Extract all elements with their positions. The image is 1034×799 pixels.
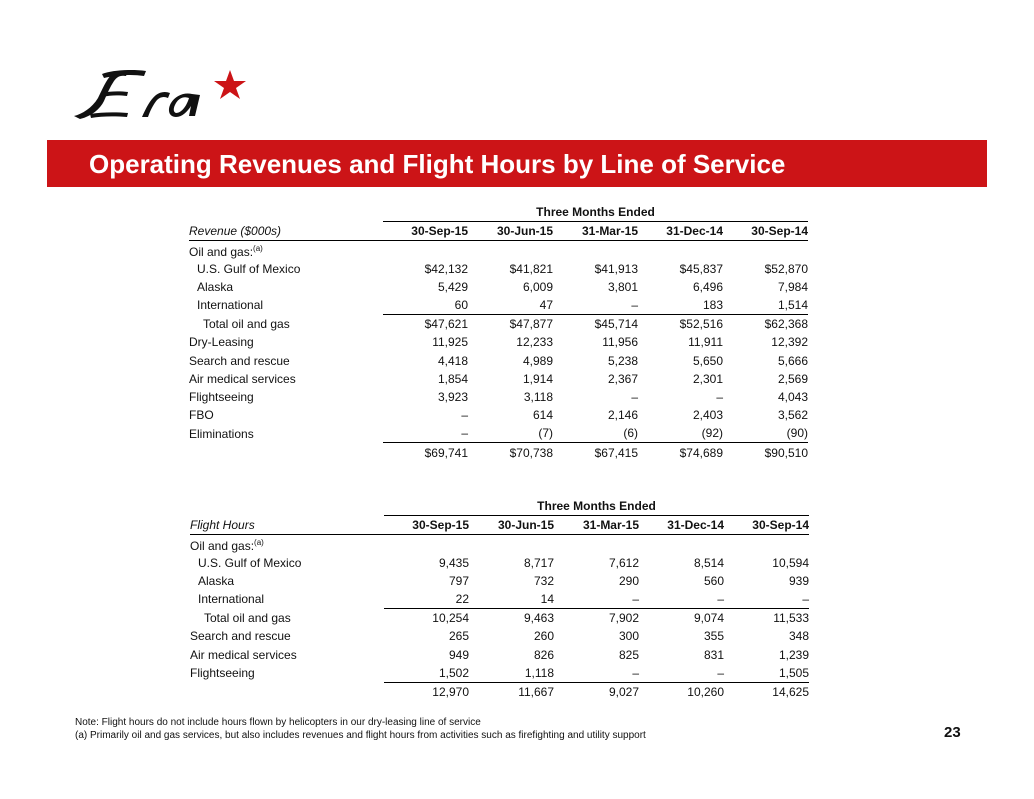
group-header: Three Months Ended [383, 203, 808, 222]
column-header-row [189, 222, 808, 241]
row-value: 5,238 [607, 353, 638, 368]
section-row [190, 535, 809, 554]
table-label-header: Flight Hours [190, 516, 384, 535]
row-value: (92) [638, 424, 723, 443]
revenue-table [189, 203, 808, 462]
column-header: 31-Mar-15 [554, 516, 639, 535]
row-value: 1,514 [723, 296, 808, 315]
row-value: 290 [618, 573, 639, 588]
row-value: 949 [448, 647, 469, 662]
row-value: 60 [383, 296, 468, 315]
row-label: Flightseeing [190, 666, 255, 681]
row-value: – [639, 590, 724, 609]
row-value: 11,911 [688, 335, 723, 350]
row-label: Alaska [198, 573, 235, 588]
row-value: 10,594 [772, 555, 809, 570]
row-value: (90) [723, 424, 808, 443]
table-row [189, 388, 808, 406]
group-header: Three Months Ended [384, 497, 809, 516]
total-cell: 14,625 [772, 684, 809, 699]
row-value: 939 [788, 573, 809, 588]
section-label: Oil and gas:$^{(a)}$ [189, 243, 263, 259]
row-label: Total oil and gas [203, 316, 290, 331]
row-value: 12,233 [516, 335, 553, 350]
row-value: $52,870 [764, 261, 808, 276]
row-value: 8,514 [693, 555, 724, 570]
total-cell: $70,738 [509, 445, 553, 460]
row-value: 11,956 [602, 335, 638, 350]
row-value: 2,403 [692, 408, 723, 423]
row-value: – [461, 408, 468, 423]
row-value: 1,914 [522, 371, 553, 386]
row-value: 355 [703, 629, 724, 644]
total-cell: 9,027 [608, 684, 639, 699]
row-value: 11,533 [773, 611, 809, 626]
row-value: 2,569 [777, 371, 808, 386]
table-row [190, 572, 809, 590]
row-value: 825 [618, 647, 639, 662]
row-value: 6,496 [692, 279, 723, 294]
row-value: 2,146 [607, 408, 638, 423]
page-number: 23 [944, 724, 961, 741]
table-row [189, 370, 808, 388]
row-value: 7,612 [608, 555, 639, 570]
footnote-marker: (a) [254, 537, 264, 547]
flight-hours-rows [190, 554, 809, 683]
row-value: 614 [532, 408, 553, 423]
row-label: Total oil and gas [204, 610, 291, 625]
row-value: 10,254 [432, 611, 469, 626]
table-row [190, 590, 809, 609]
table-row [189, 333, 808, 351]
row-value: 7,902 [608, 611, 639, 626]
column-header: 30-Sep-15 [383, 222, 468, 241]
revenue-rows [189, 260, 808, 443]
row-value: 1,239 [778, 647, 809, 662]
row-value: 6,009 [522, 279, 553, 294]
column-header-row [190, 516, 809, 535]
row-value: 260 [533, 629, 554, 644]
total-cell: $90,510 [764, 445, 808, 460]
table-row [189, 352, 808, 370]
row-label: International [198, 592, 265, 607]
row-value: 47 [468, 296, 553, 315]
column-header: 30-Sep-14 [723, 222, 808, 241]
row-value: 4,043 [777, 389, 808, 404]
row-value: $42,132 [424, 261, 468, 276]
row-value: $47,621 [424, 317, 468, 332]
era-logo [72, 68, 262, 120]
table-row [190, 664, 809, 683]
note-oil-gas: (a) Primarily oil and gas services, but also includes revenues and flight hours from activities such as firefighting and utility support [75, 730, 646, 741]
footnote-marker: (a) [253, 243, 263, 253]
row-value: 4,989 [522, 353, 553, 368]
row-value: (6) [553, 424, 638, 443]
row-value: – [553, 296, 638, 315]
row-value: $62,368 [764, 317, 808, 332]
section-label: Oil and gas:$^{(a)}$ [190, 537, 264, 553]
total-cell: 10,260 [687, 684, 724, 699]
row-value: 3,118 [523, 389, 553, 404]
row-value: 8,717 [523, 555, 554, 570]
row-value: 1,505 [724, 664, 809, 683]
row-value: 3,923 [437, 389, 468, 404]
column-header: 30-Jun-15 [469, 516, 554, 535]
row-label: Alaska [197, 279, 234, 294]
total-cell: $74,689 [679, 445, 723, 460]
row-label: U.S. Gulf of Mexico [197, 261, 301, 276]
row-value: 183 [638, 296, 723, 315]
row-value: – [716, 389, 723, 404]
row-value: 3,562 [777, 408, 808, 423]
row-value: 732 [533, 573, 554, 588]
table-row [190, 627, 809, 645]
row-value: $41,913 [594, 261, 638, 276]
row-label: FBO [189, 408, 214, 423]
column-header: 31-Mar-15 [553, 222, 638, 241]
row-value: 14 [469, 590, 554, 609]
row-value: 560 [703, 573, 724, 588]
row-value: 22 [384, 590, 469, 609]
row-value: 3,801 [607, 279, 638, 294]
row-value: 11,925 [432, 335, 468, 350]
row-value: 831 [703, 647, 724, 662]
row-value: 300 [618, 629, 639, 644]
row-value: $52,516 [679, 317, 723, 332]
row-value: 5,650 [692, 353, 723, 368]
row-label: Search and rescue [189, 353, 290, 368]
group-header-row [190, 497, 809, 516]
row-label: Dry-Leasing [189, 335, 254, 350]
table-row [189, 296, 808, 315]
row-value: (7) [468, 424, 553, 443]
table-row [190, 609, 809, 628]
total-cell: $67,415 [594, 445, 638, 460]
footnotes [75, 716, 646, 742]
note-flight-hours: Note: Flight hours do not include hours flown by helicopters in our dry-leasing line of service [75, 717, 481, 728]
row-label: Air medical services [189, 371, 296, 386]
row-value: 9,463 [523, 611, 554, 626]
row-value: 1,502 [384, 664, 469, 683]
column-header: 31-Dec-14 [638, 222, 723, 241]
table-row [190, 554, 809, 572]
row-value: 1,854 [437, 371, 468, 386]
row-value: 7,984 [777, 279, 808, 294]
row-value: – [639, 664, 724, 683]
table-row [189, 315, 808, 334]
row-label: Eliminations [189, 426, 254, 441]
row-value: $41,821 [509, 261, 553, 276]
row-label: Air medical services [190, 647, 297, 662]
row-value: – [554, 590, 639, 609]
group-header-row [189, 203, 808, 222]
total-cell: $69,741 [424, 445, 468, 460]
row-value: $47,877 [509, 317, 553, 332]
row-value: – [724, 590, 809, 609]
row-value: 4,418 [437, 353, 468, 368]
row-value: 9,435 [438, 555, 469, 570]
row-value: 9,074 [693, 611, 724, 626]
row-value: 5,429 [437, 279, 468, 294]
row-label: International [197, 298, 264, 313]
row-value: 797 [448, 573, 469, 588]
flight-hours-table [190, 497, 809, 701]
column-header: 30-Sep-14 [724, 516, 809, 535]
row-value: – [383, 424, 468, 443]
row-value: 2,367 [607, 371, 638, 386]
row-value: 826 [533, 647, 554, 662]
row-label: U.S. Gulf of Mexico [198, 555, 302, 570]
total-cell: 12,970 [432, 684, 469, 699]
row-value: 12,392 [771, 335, 808, 350]
row-value: $45,837 [679, 261, 723, 276]
row-value: – [554, 664, 639, 683]
row-label: Search and rescue [190, 629, 291, 644]
title-banner [47, 140, 987, 187]
total-cell: 11,667 [518, 684, 554, 699]
table-row [189, 260, 808, 278]
grand-total-row [190, 682, 809, 701]
table-label-header: Revenue ($000s) [189, 222, 383, 241]
column-header: 30-Sep-15 [384, 516, 469, 535]
table-row [189, 278, 808, 296]
column-header: 31-Dec-14 [639, 516, 724, 535]
grand-total-row [189, 443, 808, 462]
column-header: 30-Jun-15 [468, 222, 553, 241]
row-value: $45,714 [594, 317, 638, 332]
row-value: 2,301 [692, 371, 723, 386]
section-row [189, 241, 808, 260]
table-row [189, 406, 808, 424]
table-row [189, 424, 808, 443]
row-value: – [631, 389, 638, 404]
row-value: 265 [448, 629, 469, 644]
row-label: Flightseeing [189, 389, 254, 404]
page-title: Operating Revenues and Flight Hours by Line of Service [89, 149, 786, 179]
table-row [190, 646, 809, 664]
row-value: 348 [788, 629, 809, 644]
row-value: 1,118 [469, 664, 554, 683]
row-value: 5,666 [777, 353, 808, 368]
